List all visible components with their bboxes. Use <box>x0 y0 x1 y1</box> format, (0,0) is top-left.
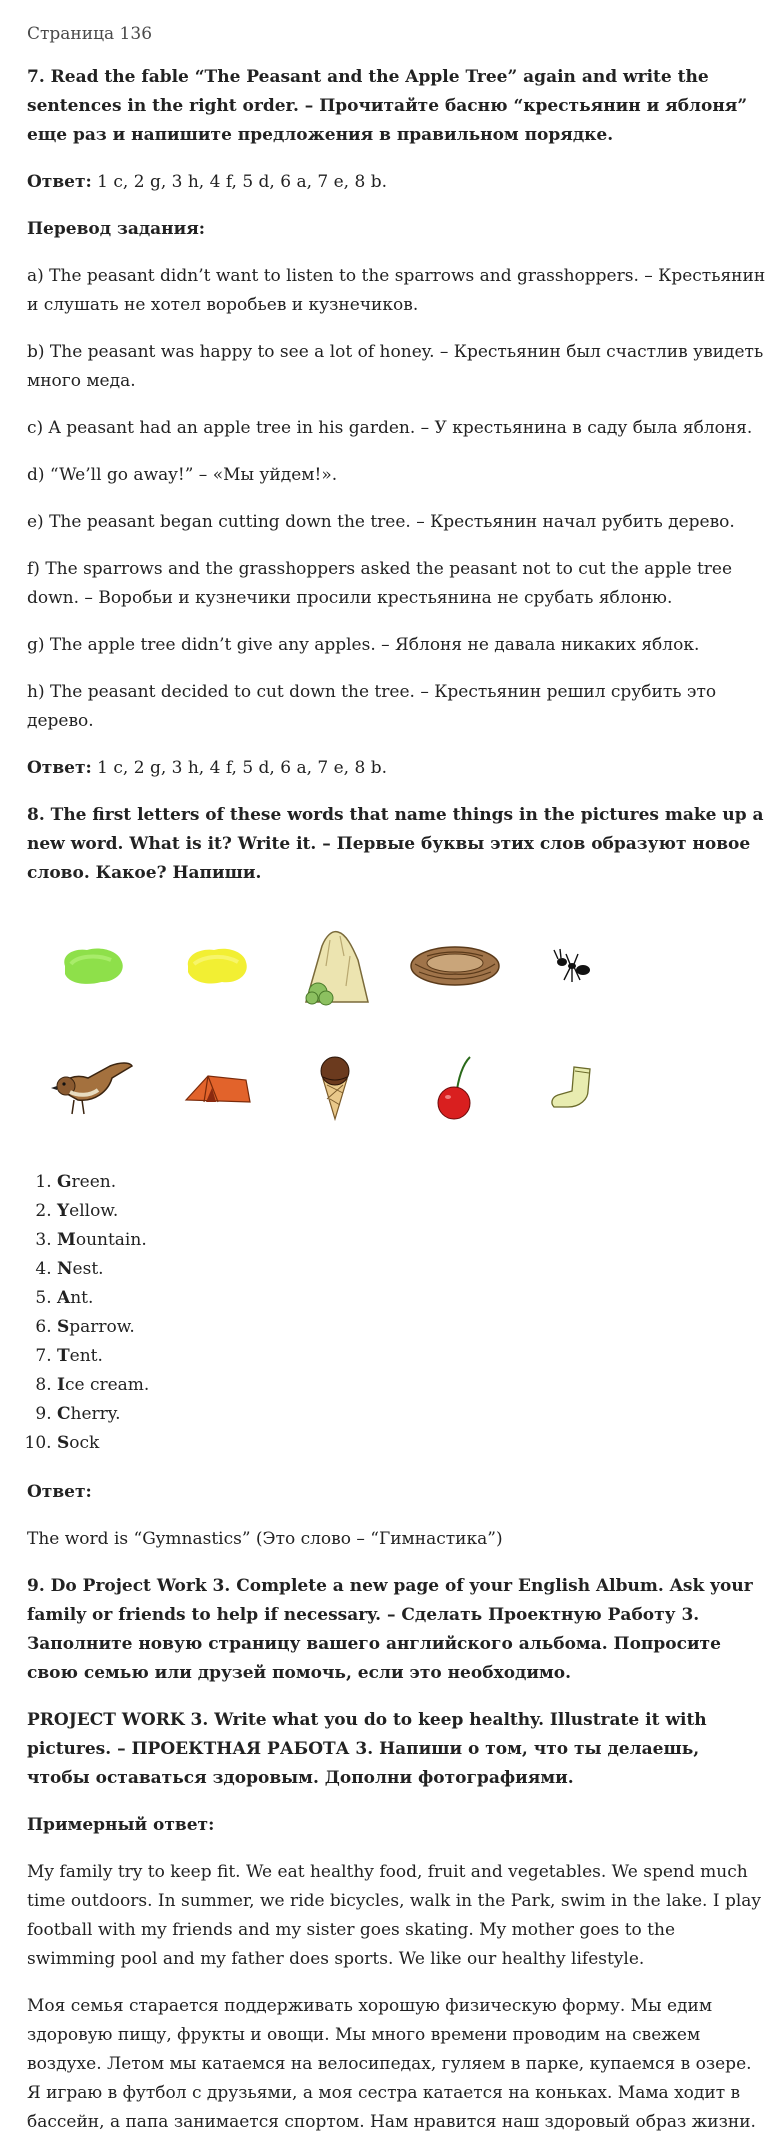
sample-answer-label: Примерный ответ: <box>27 1815 215 1835</box>
list-item: 1. Green. <box>57 1168 767 1197</box>
picture-row <box>27 916 767 1016</box>
english-answer: My family try to keep fit. We eat healthy food, fruit and vegetables. We spend much time outdoors. In summer, we ride bicycles, walk in the Park, swim in the lake. I play football with my friends and my sister goes skating. My mother goes to the swimming pool and my father does sports. We like our healthy lifestyle. <box>27 1862 762 1969</box>
page-title: Страница 136 <box>27 24 153 44</box>
answer-label: Ответ: <box>27 758 92 778</box>
cherry-icon <box>395 1043 514 1133</box>
task8-heading: 8. The first letters of these words that name things in the pictures make up a new word. What is it? Write it. – Первые буквы этих слов образуют новое слово. Какое? Напиши. <box>27 805 764 883</box>
sentence-item: e) The peasant began cutting down the tree. – Крестьянин начал рубить дерево. <box>27 512 735 532</box>
sentence-item: g) The apple tree didn’t give any apples. – Яблоня не давала никаких яблок. <box>27 635 700 655</box>
list-item: 10. Sock <box>57 1429 767 1458</box>
list-item: 2. Yellow. <box>57 1197 767 1226</box>
sentence-item: b) The peasant was happy to see a lot of honey. – Крестьянин был счастлив увидеть много меда. <box>27 342 764 391</box>
ice-cream-icon <box>276 1043 395 1133</box>
list-item: 6. Sparrow. <box>57 1313 767 1342</box>
sentence-item: a) The peasant didn’t want to listen to the sparrows and grasshoppers. – Крестьянин и слушать не хотел воробьев и кузнечиков. <box>27 266 766 315</box>
picture-row <box>27 1038 767 1138</box>
tent-icon <box>157 1043 276 1133</box>
answer-label: Ответ: <box>27 172 92 192</box>
task7-heading: 7. Read the fable “The Peasant and the Apple Tree” again and write the sentences in the right order. – Прочитайте басню “крестьянин и яблоня” еще раз и напишите предложения в правильном порядке. <box>27 67 748 145</box>
sentence-item: f) The sparrows and the grasshoppers asked the peasant not to cut the apple tree down. – Воробьи и кузнечики просили крестьянина не срубать яблоню. <box>27 559 733 608</box>
translation-label: Перевод задания: <box>27 219 206 239</box>
russian-answer: Моя семья старается поддерживать хорошую физическую форму. Мы едим здоровую пищу, фрукты и овощи. Мы много времени проводим на свежем воздухе. Летом мы катаемся на велосипедах, гуляем в парке, купаемся в озере. Я играю в футбол с друзьями, а моя сестра катается на коньках. Мама ходит в бассейн, а папа занимается спортом. Нам нравится наш здоровый образ жизни. <box>27 1996 756 2132</box>
task8-answer-text: The word is “Gymnastics” (Это слово – “Гимнастика”) <box>27 1529 503 1549</box>
list-item: 4. Nest. <box>57 1255 767 1284</box>
answer-text: 1 c, 2 g, 3 h, 4 f, 5 d, 6 a, 7 e, 8 b. <box>91 172 387 192</box>
ant-icon <box>514 921 633 1011</box>
word-list <box>27 1168 767 1458</box>
list-item: 9. Cherry. <box>57 1400 767 1429</box>
sentence-item: c) A peasant had an apple tree in his garden. – У крестьянина в саду была яблоня. <box>27 418 753 438</box>
picture-grid <box>27 916 767 1138</box>
mountain-icon <box>276 921 395 1011</box>
nest-icon <box>395 921 514 1011</box>
list-item: 5. Ant. <box>57 1284 767 1313</box>
yellow-blob-icon <box>157 921 276 1011</box>
list-item: 3. Mountain. <box>57 1226 767 1255</box>
project-heading: PROJECT WORK 3. Write what you do to keep healthy. Illustrate it with pictures. – ПРОЕКТНАЯ РАБОТА 3. Напиши о том, что ты делаешь, чтобы оставаться здоровым. Дополни фотографиями. <box>27 1710 707 1788</box>
list-item: 7. Tent. <box>57 1342 767 1371</box>
task9-heading: 9. Do Project Work 3. Complete a new page of your English Album. Ask your family or friends to help if necessary. – Сделать Проектную Работу 3. Заполните новую страницу вашего английского альбома. Попросите свою семью или друзей помочь, если это необходимо. <box>27 1576 753 1683</box>
green-blob-icon <box>27 921 157 1011</box>
answer-text: 1 c, 2 g, 3 h, 4 f, 5 d, 6 a, 7 e, 8 b. <box>91 758 387 778</box>
task7-answer <box>27 168 767 197</box>
sparrow-icon <box>27 1043 157 1133</box>
list-item: 8. Ice cream. <box>57 1371 767 1400</box>
task8-answer-label: Ответ: <box>27 1482 92 1502</box>
sock-icon <box>514 1043 633 1133</box>
task7-answer-2 <box>27 754 767 783</box>
sentence-item: d) “We’ll go away!” – «Мы уйдем!». <box>27 465 338 485</box>
sentence-item: h) The peasant decided to cut down the tree. – Крестьянин решил срубить это дерево. <box>27 682 717 731</box>
